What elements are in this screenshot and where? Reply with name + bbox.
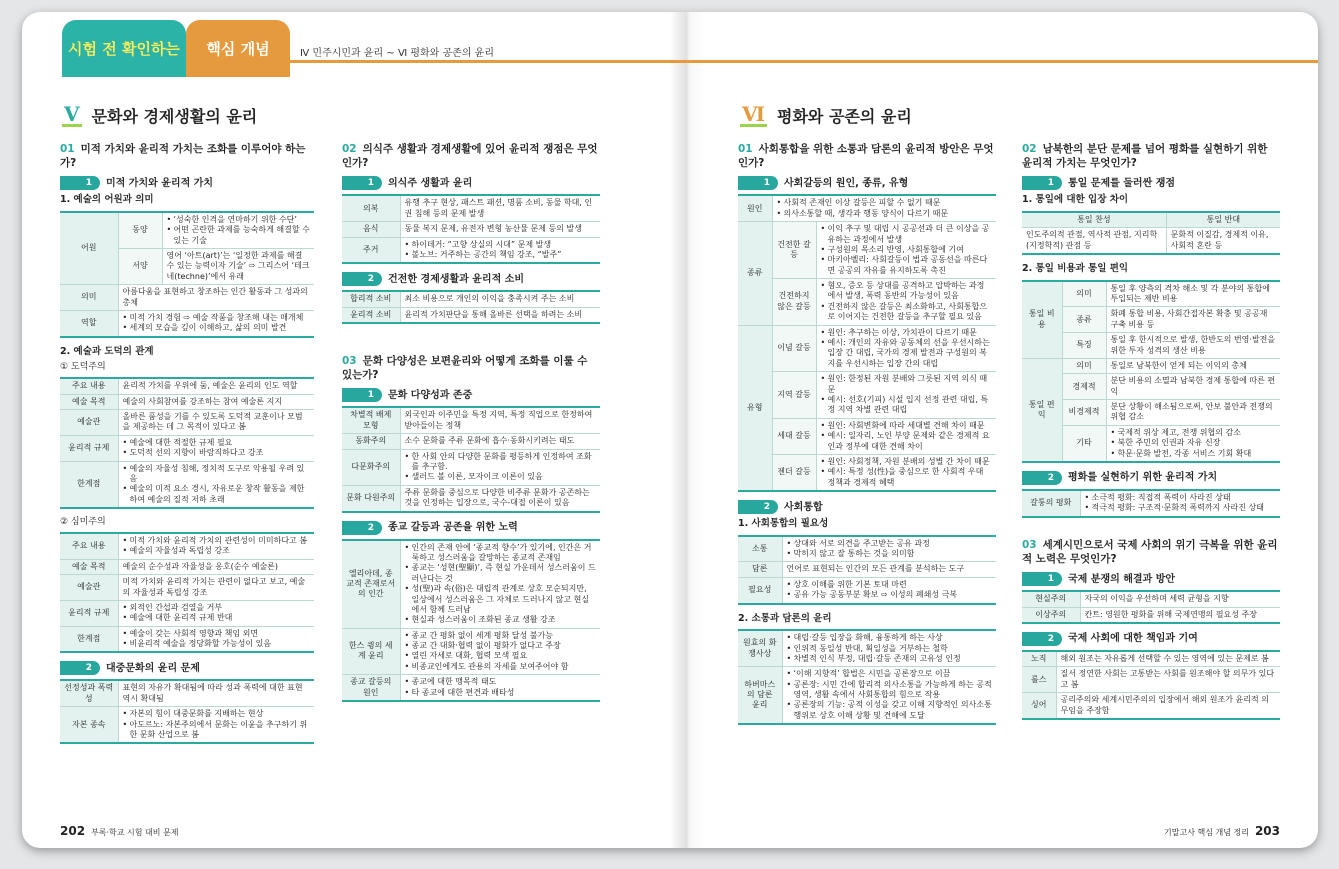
subheading: 1. 사회통합의 필요성	[738, 518, 829, 530]
section-heading-right	[740, 104, 912, 127]
moralism-table: 주요 내용 윤리적 가치를 우위에 둠, 예술은 윤리의 인도 역할 예술 목적 예술의 사회참여를 강조하는 참여 예술론 지지 예술관 올바른 품성을 기를 수 있도록 도덕적 교훈이나 모범을 제공하는 데 그 목적이 있다고 봄 윤리적 규제 • 예술에 대한 적절한 규제 필요 • 도덕적 선의 지향이 바람직하다고 강조 한계점 • 예술의 자율성 침해, 정치적 도구로 악용될 우려 있음 • 예술의 미적 요소 경시, 자유로운 창작 활동을 제한하여 예술의 질적 저하 초래	[60, 377, 314, 509]
living-table: 의복 유행 추구 현상, 패스트 패션, 명품 소비, 동물 학대, 인권 침해 등의 문제 발생 음식 동물 복지 문제, 유전자 변형 농산물 문제 등의 발생 주거 • 하이데거: “고향 상실의 시대” 문제 발생 • 볼노브: 거주하는 공간의 책임 강조, “발주”	[342, 194, 600, 264]
religion-table: 엘리아데, 종교적 존재로서의 인간 • 인간의 존재 안에 ‘종교적 향수’가 있기에, 인간은 거룩하고 성스러움을 갈망하는 종교적 존재임 • 종교는 ‘성현(聖顯)’, 즉 현실 가운데서 성스러움이 드러난다는 것 • 성(聖)과 속(俗)은 대립적 관계로 상호 모순되지만, 일상에서 성스러움은 그 자체로 드러나지 않고 현실에서 함께 드러남 • 현실과 성스러움이 조화된 종교 생활 강조 한스 큉의 세계 윤리 • 종교 간 평화 없이 세계 평화 달성 불가능 • 종교 간 대화·협력 없이 평화가 없다고 주장 • 열린 자세로 대화, 협력 모색 필요 • 비종교인에게도 관용의 자세를 보여주어야 함 종교 갈등의 원인 • 종교에 대한 맹목적 태도 • 타 종교에 대한 편견과 배타성	[342, 539, 600, 702]
page-spine	[670, 12, 706, 848]
subtopic-heading: 2 국제 사회에 대한 책임과 기여	[1022, 632, 1280, 646]
breadcrumb: Ⅳ 민주시민과 윤리 ~ Ⅵ 평화와 공존의 윤리	[300, 48, 494, 59]
unification-position-table: 통일 찬성 통일 반대 인도주의적 관점, 역사적 관점, 지리학(지정학적) 관점 등 문화적 이질감, 경제적 이유, 사회적 혼란 등	[1022, 211, 1280, 255]
subtopic-heading: 1 의식주 생활과 윤리	[342, 176, 600, 190]
consumption-table: 합리적 소비 최소 비용으로 개인의 이익을 충족시켜 주는 소비 윤리적 소비 윤리적 가치판단을 통해 올바른 선택을 하려는 소비	[342, 290, 600, 324]
question-heading: 02 의식주 생활과 경제생활에 있어 윤리적 쟁점은 무엇인가?	[342, 143, 598, 170]
subtopic-heading: 1 문화 다양성과 존중	[342, 388, 600, 402]
header-tab-label: 시험 전 확인하는	[62, 20, 186, 77]
right-column-2	[1022, 142, 1280, 728]
left-column-1	[60, 142, 314, 752]
popculture-table: 선정성과 폭력성 표현의 자유가 확대됨에 따라 성과 폭력에 대한 표현 역시 확대됨 자본 종속 • 자본의 힘이 대중문화를 지배하는 현상 • 아도르노: 자본주의에서 문화는 이윤을 추구하기 위한 문화 산업으로 봄	[60, 679, 314, 744]
subheading: 1. 예술의 어원과 의미	[60, 194, 154, 206]
page-number-left: 202 부록·학교 시험 대비 문제	[60, 824, 179, 838]
question-heading: 03 세계시민으로서 국제 사회의 위기 극복을 위한 윤리적 노력은 무엇인가?	[1022, 538, 1278, 565]
subtopic-heading: 2 사회통합	[738, 500, 996, 514]
international-table: 현실주의 자국의 이익을 우선하며 세력 균형을 지향 이상주의 칸트: 영원한 평화를 위해 국제연맹의 필요성 주장	[1022, 590, 1280, 624]
subtopic-heading: 2 종교 갈등과 공존을 위한 노력	[342, 521, 600, 535]
subtopic-heading: 2 대중문화의 윤리 문제	[60, 661, 314, 675]
subtopic-heading: 2 평화를 실현하기 위한 윤리적 가치	[1022, 471, 1280, 485]
section-title: 문화와 경제생활의 윤리	[91, 107, 258, 126]
subheading-minor: ② 심미주의	[60, 517, 106, 528]
header-rule	[290, 60, 1318, 63]
integration-table: 소통 • 상대와 서로 의견을 주고받는 공유 과정 • 막히지 않고 잘 통하는 것을 의미함 담론 언어로 표현되는 인간의 모든 관계를 분석하는 도구 필요성 • 상호 이해를 위한 기본 토대 마련 • 공유 가능 공동부분 확보 ⇨ 이성의 폐쇄성 극복	[738, 535, 996, 605]
aestheticism-table: 주요 내용 • 미적 가치와 윤리적 가치의 관련성이 미미하다고 봄 • 예술의 자율성과 독립성 강조 예술 목적 예술의 순수성과 자율성을 옹호(순수 예술론) 예술관 미적 가치와 윤리적 가치는 관련이 없다고 보고, 예술의 자율성과 독립성 강조 윤리적 규제 • 외적인 간섭과 검열을 거부 • 예술에 대한 윤리적 규제 반대 한계점 • 예술이 갖는 사회적 영향과 책임 외면 • 비윤리적 예술을 정당화할 가능성이 있음	[60, 532, 314, 654]
subtopic-heading: 1 사회갈등의 원인, 종류, 유형	[738, 176, 996, 190]
subtopic-heading: 1 통일 문제를 둘러싼 쟁점	[1022, 176, 1280, 190]
question-heading: 01 미적 가치와 윤리적 가치는 조화를 이루어야 하는가?	[60, 143, 306, 170]
peace-table: 갈퉁의 평화 • 소극적 평화: 직접적 폭력이 사라진 상태 • 적극적 평화: 구조적·문화적 폭력까지 사라진 상태	[1022, 489, 1280, 518]
etymology-table: 어원 동양 • ‘성숙한 인격을 연마하기 위한 수단’ • 어떤 곤란한 과제를 능숙하게 해결할 수 있는 기술 서양 영어 ‘아트(art)’는 ‘일정한 과제를 해결 수 있는 능력이자 기술’ ⇨ 그리스어 ‘테크네(techne)’에서 유래 의미 아름다움을 표현하고 창조하는 인간 활동과 그 성과의 총체 역할 • 미적 가치 경험 ⇨ 예술 작품을 창조해 내는 매개체 • 세계의 모습을 깊이 이해하고, 삶의 의미 발견	[60, 211, 314, 338]
aid-table: 노직 해외 원조는 자유롭게 선택할 수 있는 영역에 있는 문제로 봄 롤스 질서 정연한 사회는 고통받는 사회를 원조해야 할 의무가 있다고 봄 싱어 공리주의와 세계시민주의의 입장에서 해외 원조가 윤리적 의무임을 주장함	[1022, 650, 1280, 720]
section-title: 평화와 공존의 윤리	[777, 107, 912, 126]
header-tab-title: 핵심 개념	[186, 20, 290, 77]
subheading: 2. 소통과 담론의 윤리	[738, 612, 832, 624]
section-number: Ⅵ	[742, 102, 765, 126]
left-column-2	[342, 142, 600, 710]
diversity-table: 차별적 배제 모형 외국인과 이주민을 특정 지역, 특정 직업으로 한정하여 받아들이는 정책 동화주의 소수 문화를 주류 문화에 흡수·동화시키려는 태도 다문화주의 • 한 사회 안의 다양한 문화를 평등하게 인정하여 조화를 추구함. • 샐러드 볼 이론, 모자이크 이론이 있음 문화 다원주의 주류 문화를 중심으로 다양한 비주류 문화가 공존하는 것을 인정하는 입장으로, 국수-대접 이론이 있음	[342, 406, 600, 512]
discourse-table: 원효의 화쟁사상 • 대립·갈등 입장을 화해, 융통하게 하는 사상 • 인위적 동일성 반대, 획일성을 거부하는 철학 • 차별적 인식 부정, 대립·갈등 존재의 고유성 인정 하버마스의 담론 윤리 • ‘이해 지향적’ 합법은 시민을 공론장으로 이끔 • 공론장: 시민 간에 합리적 의사소통을 가능하게 하는 공적 영역, 생활 속에서 사회통합의 힘으로 작용 • 공론장의 기능: 공적 이성을 갖고 이해 지향적인 의사소통 행위로 상호 이해 상황 및 견해에 도달	[738, 629, 996, 725]
subheading: 2. 통일 비용과 통일 편익	[1022, 263, 1129, 275]
right-column-1	[738, 142, 996, 733]
question-heading: 03 문화 다양성은 보편윤리와 어떻게 조화를 이룰 수 있는가?	[342, 355, 588, 382]
page-number-right: 기말고사 핵심 개념 정리 203	[1164, 824, 1280, 838]
cost-benefit-table: 통일 비용 의미 통일 후 양측의 격차 해소 및 각 분야의 통합에 투입되는 제반 비용 종류 화폐 통합 비용, 사회간접자본 확충 및 공공재 구축 비용 등 특징 통일 후 한시적으로 발생, 한반도의 번영·발전을 위한 투자 성격의 생산 비용 통일 편익 의미 통일로 남북한이 얻게 되는 이익의 총체 경제적 분단 비용의 소멸과 남북한 경제 통합에 따른 편익 비경제적 분단 상황이 해소됨으로써, 안보 불안과 전쟁의 위협 감소 기타 • 국제적 위상 제고, 전쟁 위협의 감소 • 북한 주민의 인권과 자유 신장 • 학문·문화 발전, 각종 서비스 기회 확대	[1022, 280, 1280, 463]
question-heading: 02 남북한의 분단 문제를 넘어 평화를 실현하기 위한 윤리적 가치는 무엇인가?	[1022, 143, 1268, 170]
subheading: 1. 통일에 대한 입장 차이	[1022, 194, 1129, 206]
question-heading: 01 사회통합을 위한 소통과 담론의 윤리적 방안은 무엇인가?	[738, 143, 994, 170]
subheading-minor: ① 도덕주의	[60, 362, 106, 373]
subtopic-heading: 2 건전한 경제생활과 윤리적 소비	[342, 272, 600, 286]
section-number: Ⅴ	[64, 102, 80, 126]
subheading: 2. 예술과 도덕의 관계	[60, 345, 154, 357]
section-heading-left	[62, 104, 257, 127]
book-spread	[22, 12, 1318, 848]
subtopic-heading: 1 미적 가치와 윤리적 가치	[60, 176, 314, 190]
conflict-table: 원인 • 사회적 존재인 이상 갈등은 피할 수 없기 때문 • 의사소통할 때, 생각과 행동 양식이 다르기 때문 종류 건전한 갈등 • 이익 추구 및 대립 시 공공선과 더 큰 이상을 공유하는 과정에서 발생 • 구성원의 목소리 반영, 사회통합에 기여 • 마키아벨리: 사회갈등이 법과 공동선을 따른다면 공공의 자유를 유지하도록 촉진 건전하지 않은 갈등 • 혐오, 증오 등 상대를 공격하고 압박하는 과정에서 발생, 폭력 동반의 가능성이 있음 • 건전하지 않은 갈등은 최소화하고, 사회통합으로 이어지는 건전한 갈등을 추구할 필요 있음 유형 이념 갈등 • 원인: 추구하는 이상, 가치관이 다르기 때문 • 예시: 개인의 자유와 공동체의 선을 우선시하는 입장 간 대립, 국가의 경제 발전과 구성원의 복지를 우선시하는 입장 간의 대립 지역 갈등 • 원인: 한정된 자원 분배와 그릇된 지역 의식 때문 • 예시: 선호(기피) 시설 입지 선정 관련 대립, 특정 지역 차별 관련 대립 세대 갈등 • 원인: 사회변화에 따라 세대별 견해 차이 때문 • 예시: 일자리, 노인 부양 문제와 같은 경제적 요인과 정부에 대한 견해 차이 젠더 갈등 • 원인: 사회정책, 자원 분배의 성별 간 차이 때문 • 예시: 특정 성(性)을 중심으로 한 사회적 우대 정책과 경제적 혜택	[738, 194, 996, 492]
subtopic-heading: 1 국제 분쟁의 해결과 방안	[1022, 572, 1280, 586]
